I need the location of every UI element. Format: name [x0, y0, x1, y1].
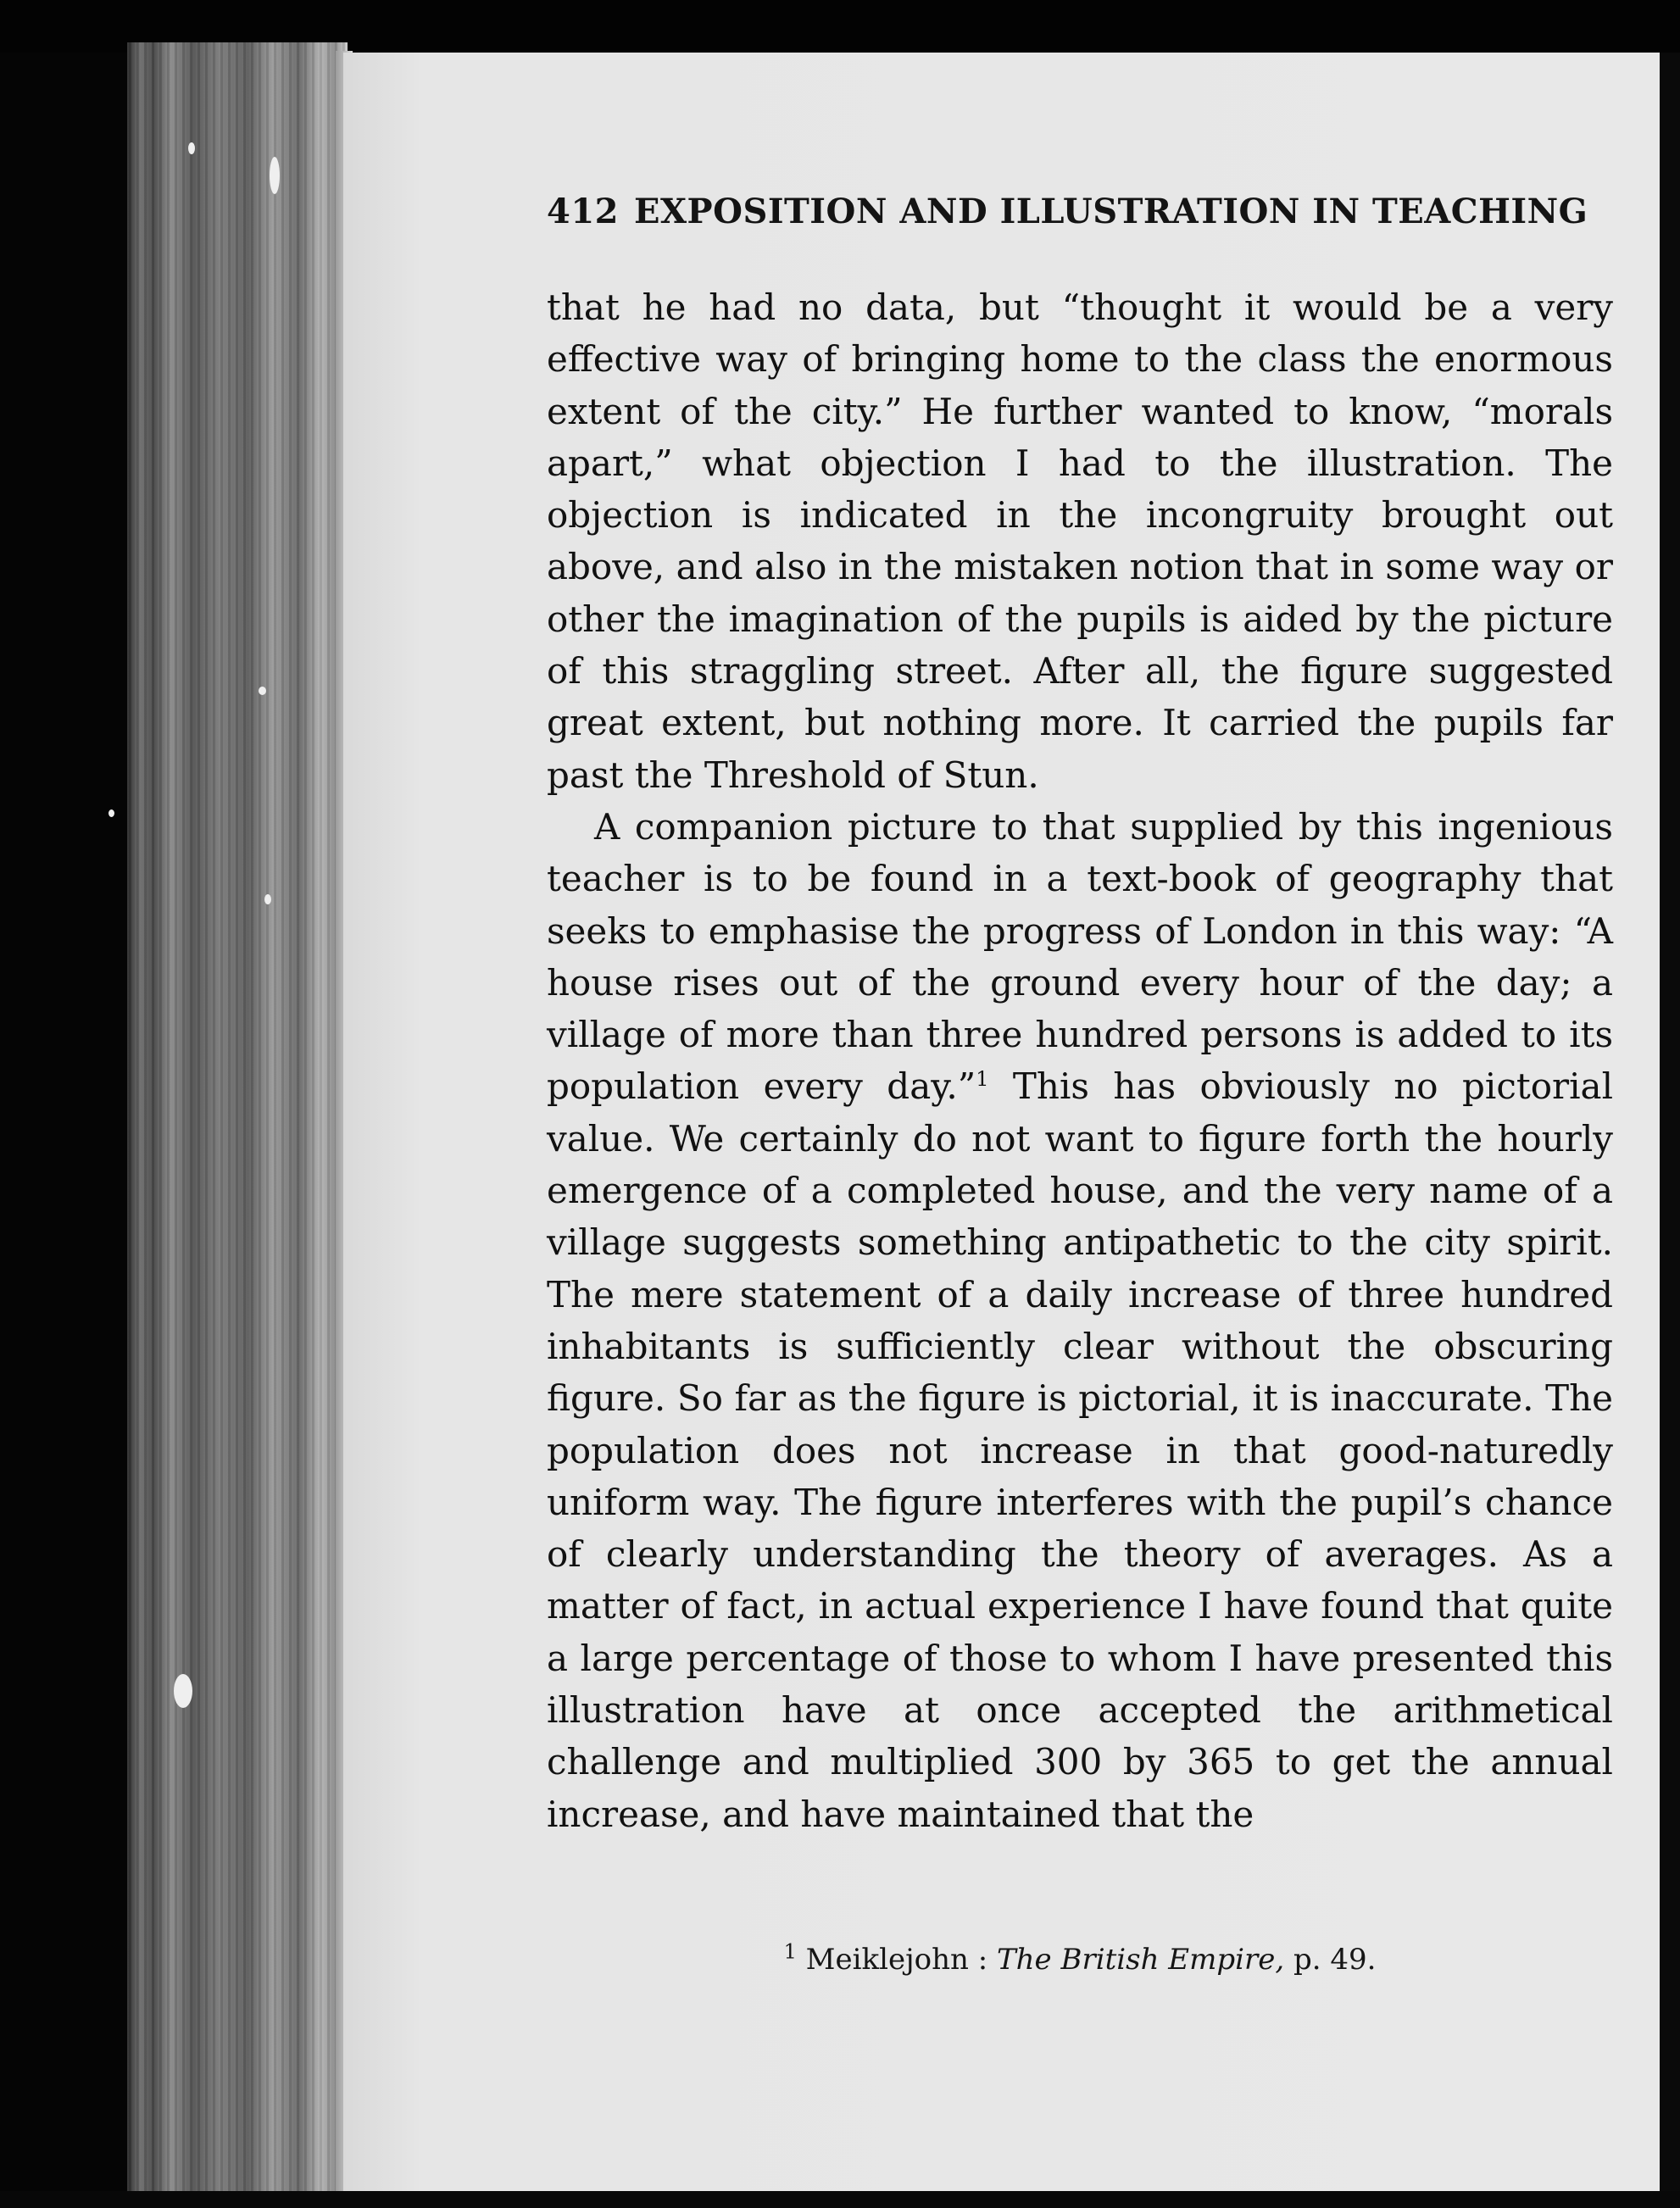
book-spine [127, 42, 348, 2195]
footnote-marker: 1 [783, 1939, 797, 1964]
spine-speck [174, 1674, 192, 1708]
page-number: 412 [547, 192, 619, 231]
paragraph [547, 801, 1613, 1840]
scan-right-border [1660, 53, 1680, 2197]
paragraph: that he had no data, but “thought it would be a very effective way of bringing home to the class the enormous extent of the city.” He further wanted to know, “morals apart,” what objection I had to the illustration. The objection is indicated in the incongruity brought out above, and also in the mistaken notion that in some way or other the imagination of the pupils is aided by the picture of this straggling street. After all, the figure suggested great extent, but nothing more. It carried the pupils far past the Threshold of Stun. [547, 286, 1613, 796]
spine-speck [108, 809, 114, 817]
running-title: EXPOSITION AND ILLUSTRATION IN TEACHING [634, 192, 1588, 231]
footnote-reference: 1 [976, 1067, 989, 1092]
spine-speck [264, 894, 271, 904]
scan-bottom-border [0, 2191, 1680, 2208]
body-text [547, 281, 1613, 1840]
spine-speck [259, 687, 266, 695]
paragraph-text: A companion picture to that supplied by this ingenious teacher is to be found in a text-book of geography that seeks to emphasise the progress of London in this way: “A house rises out of the ground every hour of the day; a village of more than three hundred persons is added to its population every day.” [547, 805, 1613, 1108]
spine-speck [188, 142, 195, 154]
spine-speck [270, 157, 280, 194]
footnote-author: Meiklejohn : [805, 1943, 988, 1977]
paragraph-text: This has obviously no pictorial value. We certainly do not want to figure forth the hourly emergence of a completed house, and the very name of a village suggests something antipathetic to the city spirit. The mere statement of a daily increase of three hundred inhabitants is sufficiently clear without the obscuring figure. So far as the figure is pictorial, it is inaccurate. The population does not increase in that good-naturedly uniform way. The figure interferes with the pupil’s chance of clearly understanding the theory of averages. As a matter of fact, in actual experience I have found that quite a large percentage of those to whom I have presented this illustration have at once accepted the arithmetical challenge and multiplied 300 by 365 to get the annual increase, and have maintained that the [547, 1065, 1613, 1835]
running-head [547, 192, 1615, 231]
footnote-title: The British Empire, [996, 1943, 1285, 1977]
footnote [547, 1939, 1613, 1977]
footnote-page: p. 49. [1293, 1943, 1377, 1977]
